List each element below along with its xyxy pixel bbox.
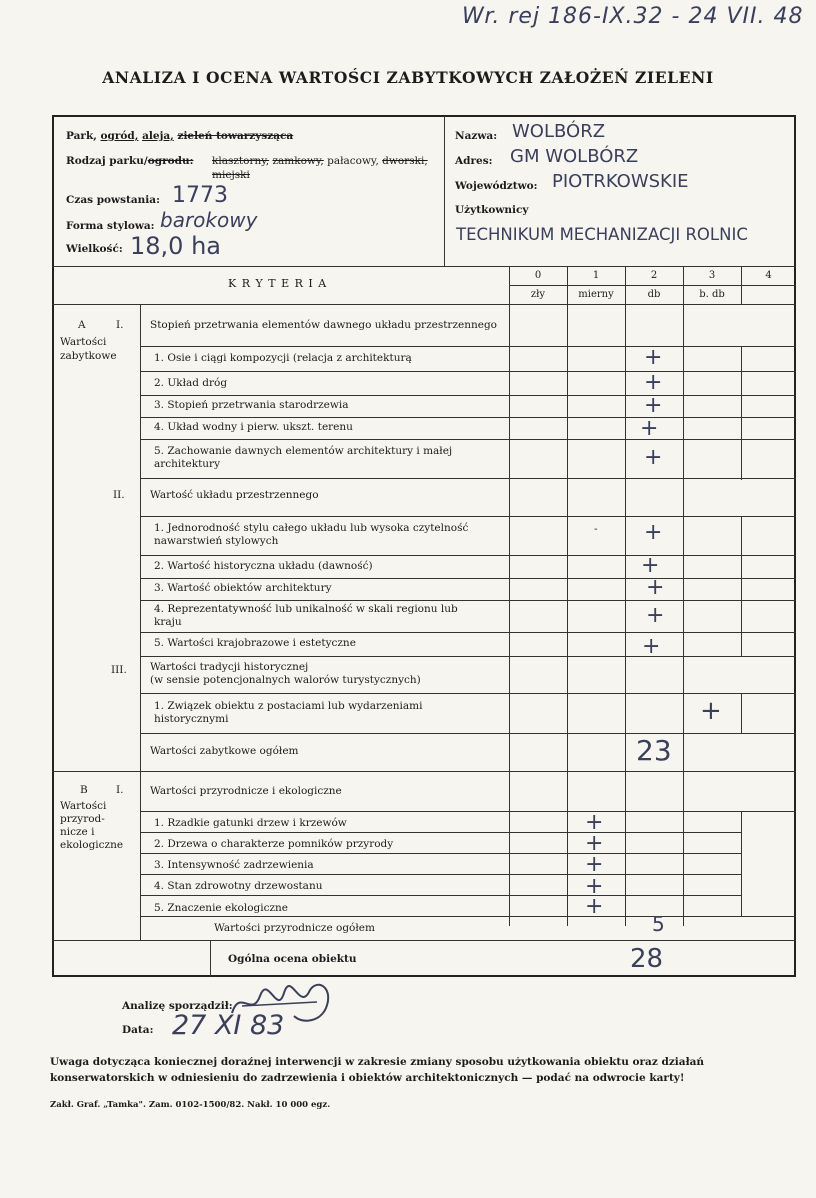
- criterion-a3-1: 1. Związek obiektu z postaciami lub wydarzeniami historycznymi: [154, 700, 423, 725]
- wielkosc-value: 18,0 ha: [130, 232, 221, 260]
- mark-a1-4: +: [640, 416, 659, 441]
- col-number-1: 1: [592, 270, 600, 281]
- section-a3-title-2: (w sensie potencjonalnych walorów turystycznych): [150, 674, 421, 686]
- mark-a2-4: +: [646, 603, 665, 628]
- col-label-2: db: [647, 289, 661, 300]
- section-a1-title: Stopień przetrwania elementów dawnego układu przestrzennego: [150, 319, 497, 331]
- page-title: ANALIZA I OCENA WARTOŚCI ZABYTKOWYCH ZAŁOŻEŃ ZIELENI: [102, 68, 714, 87]
- mark-b1-3: +: [585, 852, 604, 877]
- col-number-3: 3: [708, 270, 716, 281]
- col-number-2: 2: [650, 270, 658, 281]
- group-a-label-2: zabytkowe: [60, 350, 117, 362]
- mark-b1-1: +: [585, 810, 604, 835]
- adres-label: Adres:: [455, 155, 493, 167]
- criterion-a1-2: 2. Układ dróg: [154, 377, 228, 389]
- criterion-a1-4: 4. Układ wodny i pierw. ukszt. terenu: [154, 421, 353, 433]
- group-a-roman-3: III.: [111, 664, 127, 676]
- mark-a1-5: +: [644, 445, 663, 470]
- print-note: Zakł. Graf. „Tamka". Zam. 0102-1500/82. Nakł. 10 000 egz.: [50, 1100, 331, 1110]
- kind-line: Rodzaj parku/ogrodu:: [66, 155, 194, 167]
- col-number-4: 4: [765, 270, 772, 281]
- col-number-0: 0: [534, 270, 542, 281]
- mark-a3-1: +: [700, 696, 722, 726]
- total-a-label: Wartości zabytkowe ogółem: [150, 745, 299, 757]
- analysis-label: Analizę sporządził:: [122, 1000, 233, 1012]
- adres-value: GM WOLBÓRZ: [510, 146, 639, 167]
- registry-note: Wr. rej 186-IX.32 - 24 VII. 48: [462, 4, 804, 29]
- mark-b1-2: +: [585, 831, 604, 856]
- wojewodztwo-label: Województwo:: [455, 180, 538, 192]
- czas-label: Czas powstania:: [66, 194, 160, 206]
- overall-value: 28: [630, 944, 664, 974]
- group-a-roman-2: II.: [113, 489, 125, 501]
- kryteria-label: K R Y T E R I A: [228, 277, 328, 290]
- uzytkownicy-value: TECHNIKUM MECHANIZACJI ROLNIC: [456, 225, 748, 244]
- criterion-a2-3: 3. Wartość obiektów architektury: [154, 582, 332, 594]
- section-a2-title: Wartość układu przestrzennego: [150, 489, 319, 501]
- group-b-label-1: Wartości: [60, 800, 107, 812]
- date-label: Data:: [122, 1024, 154, 1036]
- criterion-b1-1: 1. Rzadkie gatunki drzew i krzewów: [154, 817, 347, 829]
- overall-label: Ogólna ocena obiektu: [228, 953, 357, 965]
- criterion-a1-1: 1. Osie i ciągi kompozycji (relacja z architekturą: [154, 352, 412, 364]
- nazwa-label: Nazwa:: [455, 130, 498, 142]
- col-label-1: mierny: [578, 289, 614, 300]
- total-b-label: Wartości przyrodnicze ogółem: [214, 922, 375, 934]
- czas-value: 1773: [172, 183, 228, 208]
- date-value: 27 XI 83: [172, 1010, 285, 1041]
- criterion-a1-3: 3. Stopień przetrwania starodrzewia: [154, 399, 349, 411]
- header-divider: [444, 116, 445, 266]
- group-a-letter: A: [78, 319, 86, 331]
- col-label-0: zły: [530, 289, 546, 300]
- dash-a2-1: -: [594, 523, 598, 535]
- wojewodztwo-value: PIOTRKOWSKIE: [552, 171, 689, 192]
- criterion-a2-2: 2. Wartość historyczna układu (dawność): [154, 560, 373, 572]
- section-a3-title-1: Wartości tradycji historycznej: [150, 661, 309, 673]
- criterion-b1-3: 3. Intensywność zadrzewienia: [154, 859, 314, 871]
- section-b1-title: Wartości przyrodnicze i ekologiczne: [150, 785, 342, 797]
- group-b-label-4: ekologiczne: [60, 839, 124, 851]
- mark-a1-1: +: [644, 345, 663, 370]
- group-b-letter: B: [80, 784, 88, 796]
- criterion-a1-5: 5. Zachowanie dawnych elementów architektury i małej architektury: [154, 445, 453, 470]
- total-a-value: 23: [636, 734, 672, 767]
- criterion-b1-2: 2. Drzewa o charakterze pomników przyrody: [154, 838, 394, 850]
- group-b-roman-1: I.: [116, 784, 124, 796]
- group-b-label-3: nicze i: [60, 826, 95, 838]
- col-label-3: b. db: [699, 289, 725, 300]
- criterion-a2-5: 5. Wartości krajobrazowe i estetyczne: [154, 637, 356, 649]
- type-line: Park, ogród, aleja, zieleń towarzysząca: [66, 130, 294, 142]
- criterion-a2-1: 1. Jednorodność stylu całego układu lub wysoka czytelność nawarstwień stylowych: [154, 522, 469, 547]
- wielkosc-label: Wielkość:: [66, 243, 123, 255]
- mark-b1-4: +: [585, 874, 604, 899]
- forma-label: Forma stylowa:: [66, 220, 155, 232]
- mark-a2-2: +: [641, 553, 660, 578]
- nazwa-value: WOLBÓRZ: [512, 121, 606, 142]
- uzytkownicy-label: Użytkownicy: [455, 204, 529, 216]
- group-a-roman-1: I.: [116, 319, 124, 331]
- mark-a2-5: +: [642, 634, 661, 659]
- kind-options: klasztorny, zamkowy, pałacowy, dworski,: [212, 155, 428, 167]
- forma-value: barokowy: [160, 208, 258, 232]
- group-a-label-1: Wartości: [60, 336, 107, 348]
- mark-a2-3: +: [646, 575, 665, 600]
- kind-miejski: miejski: [212, 169, 250, 181]
- mark-a2-1: +: [644, 520, 663, 545]
- mark-a1-2: +: [644, 370, 663, 395]
- group-b-label-2: przyrod-: [60, 813, 105, 825]
- mark-b1-5: +: [585, 894, 604, 919]
- criterion-a2-4: 4. Reprezentatywność lub unikalność w skali regionu lub kraju: [154, 603, 458, 628]
- criterion-b1-4: 4. Stan zdrowotny drzewostanu: [154, 880, 323, 892]
- warning-note: Uwaga dotycząca koniecznej doraźnej interwencji w zakresie zmiany sposobu użytkowania obiektu oraz działań konserwatorskich w odniesieniu do zadrzewienia i obiektów architektonicznych — podać na odwrocie karty!: [50, 1056, 705, 1084]
- mark-a1-3: +: [644, 393, 663, 418]
- total-b-value: 5: [652, 912, 665, 936]
- criterion-b1-5: 5. Znaczenie ekologiczne: [154, 902, 289, 914]
